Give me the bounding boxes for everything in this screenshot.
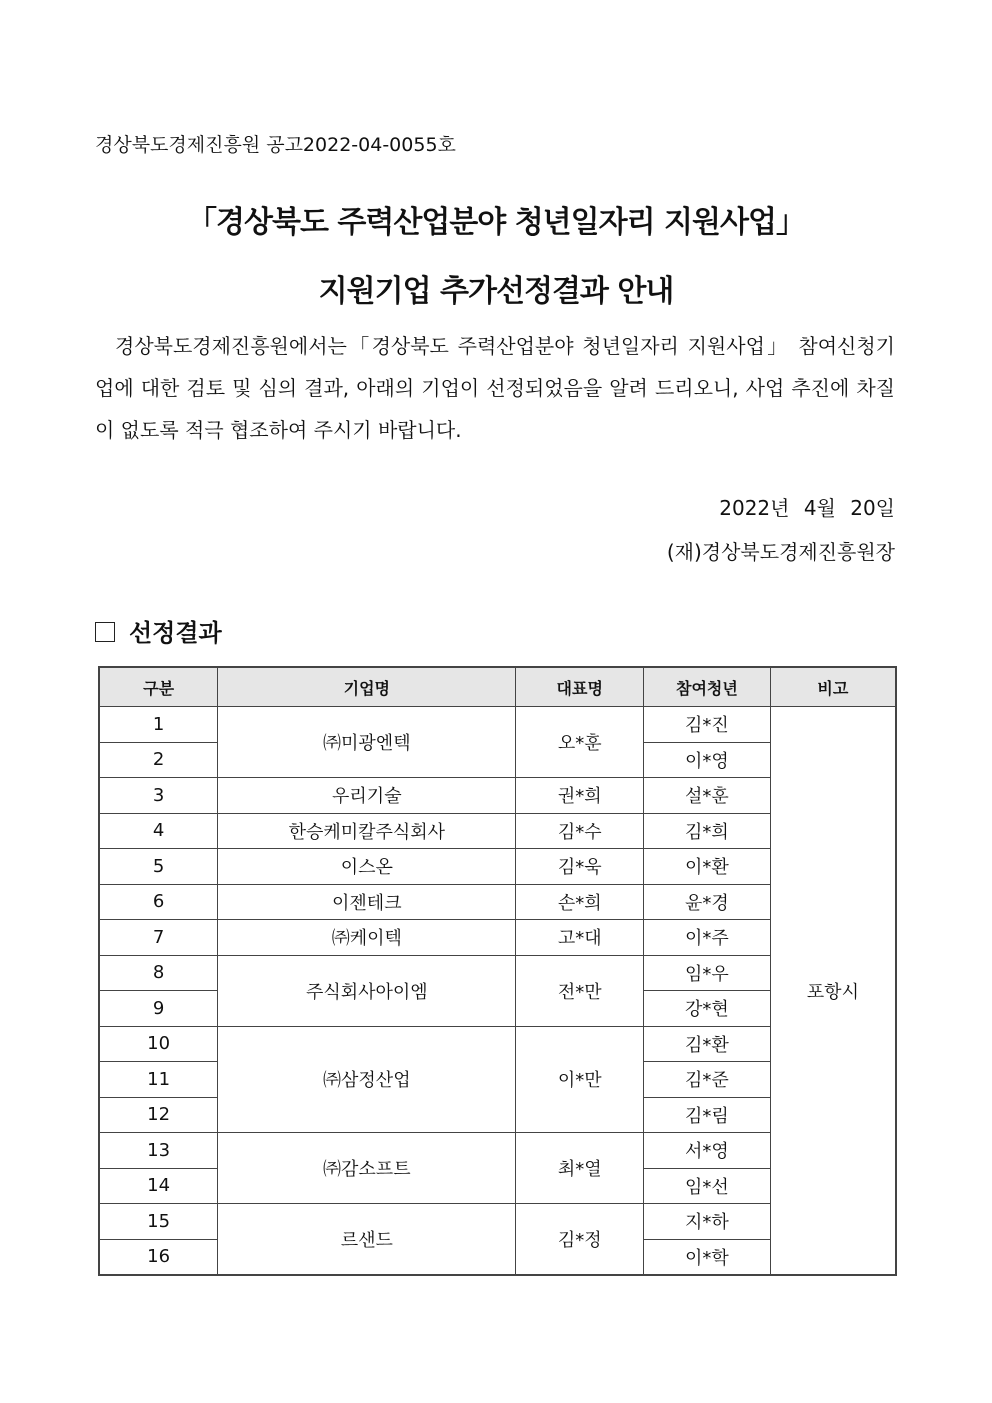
ceo-name: 이*만 [516,1026,644,1133]
header-ceo: 대표명 [516,667,644,707]
row-no: 2 [99,742,218,778]
youth-name: 김*희 [644,813,771,849]
row-no: 4 [99,813,218,849]
youth-name: 김*림 [644,1097,771,1133]
section-heading-label: 선정결과 [129,619,222,647]
ceo-name: 김*욱 [516,849,644,885]
announcement-text: 경상북도경제진흥원에서는「경상북도 주력산업분야 청년일자리 지원사업」 참여신청기업에 대한 검토 및 심의 결과, 아래의 기업이 선정되었음을 알려 드리오니, 사업 추진에 차질이 없도록 적극 협조하여 주시기 바랍니다. [95,334,895,442]
company-name: 우리기술 [218,778,516,814]
youth-name: 임*선 [644,1168,771,1204]
row-no: 15 [99,1204,218,1240]
row-no: 5 [99,849,218,885]
remark-cell: 포항시 [770,707,896,1276]
ceo-name: 고*대 [516,920,644,956]
youth-name: 김*준 [644,1062,771,1098]
announcement-date: 2022년 4월 20일 [719,496,895,520]
row-no: 8 [99,955,218,991]
youth-name: 이*영 [644,742,771,778]
ceo-name: 오*훈 [516,707,644,778]
youth-name: 서*영 [644,1133,771,1169]
ceo-name: 손*희 [516,884,644,920]
row-no: 14 [99,1168,218,1204]
header-company: 기업명 [218,667,516,707]
ceo-name: 김*정 [516,1204,644,1276]
youth-name: 임*우 [644,955,771,991]
row-no: 16 [99,1239,218,1275]
company-name: ㈜케이텍 [218,920,516,956]
checkbox-square-icon [95,622,115,642]
row-no: 7 [99,920,218,956]
company-name: 르샌드 [218,1204,516,1276]
ceo-name: 김*수 [516,813,644,849]
announcement-body [95,325,895,451]
youth-name: 김*환 [644,1026,771,1062]
issuer: (재)경상북도경제진흥원장 [666,540,895,564]
youth-name: 김*진 [644,707,771,743]
notice-number: 경상북도경제진흥원 공고2022-04-0055호 [95,134,456,156]
row-no: 13 [99,1133,218,1169]
row-no: 6 [99,884,218,920]
row-no: 9 [99,991,218,1027]
ceo-name: 권*희 [516,778,644,814]
company-name: ㈜감소프트 [218,1133,516,1204]
selection-result-table [98,666,897,1276]
table-row [99,707,896,743]
youth-name: 이*학 [644,1239,771,1275]
table-header-row [99,667,896,707]
header-no: 구분 [99,667,218,707]
youth-name: 이*주 [644,920,771,956]
row-no: 1 [99,707,218,743]
header-youth: 참여청년 [644,667,771,707]
youth-name: 이*환 [644,849,771,885]
ceo-name: 최*열 [516,1133,644,1204]
company-name: ㈜삼정산업 [218,1026,516,1133]
company-name: 이스온 [218,849,516,885]
row-no: 11 [99,1062,218,1098]
header-remark: 비고 [770,667,896,707]
row-no: 10 [99,1026,218,1062]
company-name: 주식회사아이엠 [218,955,516,1026]
company-name: ㈜미광엔텍 [218,707,516,778]
company-name: 한승케미칼주식회사 [218,813,516,849]
row-no: 3 [99,778,218,814]
ceo-name: 전*만 [516,955,644,1026]
row-no: 12 [99,1097,218,1133]
youth-name: 지*하 [644,1204,771,1240]
youth-name: 윤*경 [644,884,771,920]
youth-name: 설*훈 [644,778,771,814]
document-title-line1: 「경상북도 주력산업분야 청년일자리 지원사업」 [187,205,805,240]
document-title-line2: 지원기업 추가선정결과 안내 [318,274,674,309]
company-name: 이젠테크 [218,884,516,920]
section-heading [95,613,222,648]
youth-name: 강*현 [644,991,771,1027]
